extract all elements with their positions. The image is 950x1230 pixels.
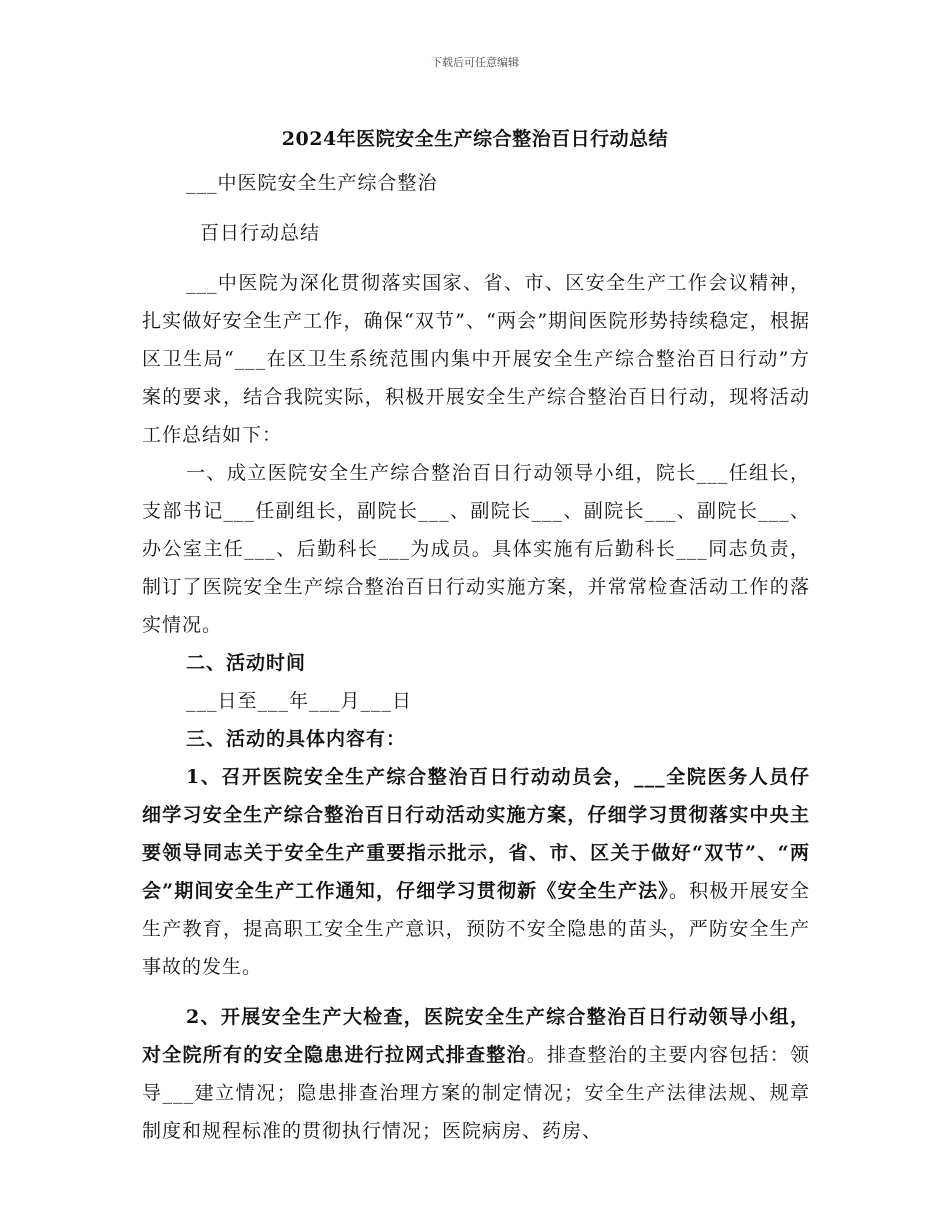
subtitle-line-2: 百日行动总结 bbox=[200, 222, 321, 244]
item-2-paragraph bbox=[142, 998, 810, 1150]
item-1-bold-text: 1、召开医院安全生产综合整治百日行动动员会，___全院医务人员仔细学习安全生产综合整治百日行动活动实施方案，仔细学习贯彻落实中央主要领导同志关于安全生产重要指示批示，省、市、区关于做好“双节”、“两会”期间安全生产工作通知，仔细学习贯彻新《安全生产法》 bbox=[142, 766, 810, 902]
section-3-heading: 三、活动的具体内容有： bbox=[186, 728, 407, 750]
section-2-heading: 二、活动时间 bbox=[186, 652, 307, 674]
item-2-bold-text: 2、开展安全生产大检查，医院安全生产综合整治百日行动领导小组，对全院所有的安全隐患进行拉网式排查整治 bbox=[142, 1006, 810, 1066]
item-1-paragraph bbox=[142, 758, 810, 986]
header-note: 下载后可任意编辑 bbox=[431, 56, 519, 69]
document-title: 2024年医院安全生产综合整治百日行动总结 bbox=[281, 128, 669, 150]
item-2-regular-text: 。排查整治的主要内容包括：领导___建立情况；隐患排查治理方案的制定情况；安全生产法律法规、规章制度和规程标准的贯彻执行情况；医院病房、药房、 bbox=[142, 1044, 810, 1142]
section-1-paragraph: 一、成立医院安全生产综合整治百日行动领导小组，院长___任组长，支部书记___任副组长，副院长___、副院长___、副院长___、副院长___、办公室主任___、后勤科长___为成员。具体实施有后勤科长___同志负责，制订了医院安全生产综合整治百日行动实施方案，并常常检查活动工作的落实情况。 bbox=[142, 462, 810, 636]
section-2-body: ___日至___年___月___日 bbox=[186, 690, 413, 712]
subtitle-line-1: ___中医院安全生产综合整治 bbox=[186, 172, 438, 194]
intro-paragraph: ___中医院为深化贯彻落实国家、省、市、区安全生产工作会议精神，扎实做好安全生产工作，确保“双节”、“两会”期间医院形势持续稳定，根据区卫生局“___在区卫生系统范围内集中开展安全生产综合整治百日行动”方案的要求，结合我院实际，积极开展安全生产综合整治百日行动，现将活动工作总结如下： bbox=[142, 272, 810, 446]
document-body bbox=[142, 164, 810, 1150]
item-1-regular-text: 。积极开展安全生产教育，提高职工安全生产意识，预防不安全隐患的苗头，严防安全生产事故的发生。 bbox=[142, 880, 810, 978]
